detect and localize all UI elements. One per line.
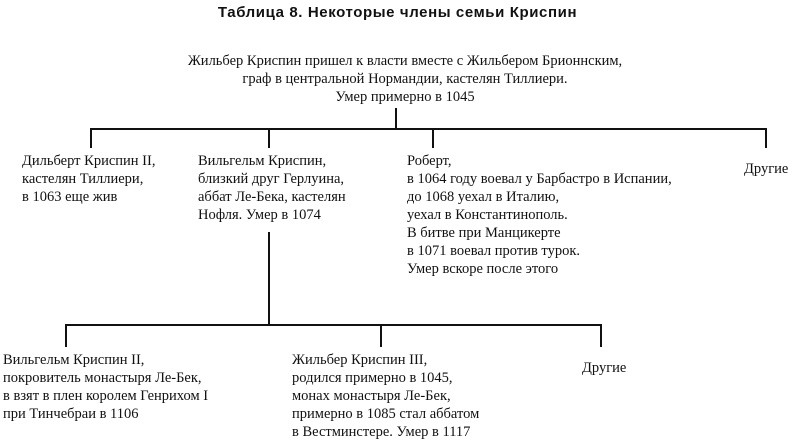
grandchild-line: Жильбер Криспин III,: [292, 352, 428, 368]
child-line: до 1068 уехал в Италию,: [407, 189, 560, 205]
root-node-gilbert-crispin: [140, 52, 670, 106]
child-node-others: [744, 160, 788, 178]
grandchild-line: монах монастыря Ле-Бек,: [292, 388, 451, 404]
grandchild-node-others: [582, 359, 626, 377]
root-line: Жильбер Криспин пришел к власти вместе с Жильбером Брионнским,: [187, 53, 623, 69]
grandchildren-bar-line: [65, 324, 601, 326]
children-bar-line: [90, 128, 766, 130]
grandchild-3-drop-line: [600, 324, 602, 347]
child-1-drop-line: [90, 128, 92, 148]
grandchild-node-gilbert-crispin-iii: [292, 351, 479, 441]
grandchild-line: родился примерно в 1045,: [292, 370, 453, 386]
child-line: уехал в Константинополь.: [407, 207, 568, 223]
child-2-drop-line: [268, 128, 270, 148]
child-node-robert: [407, 152, 672, 278]
child-line: аббат Ле-Бека, кастелян: [198, 189, 346, 205]
root-line: Умер примерно в 1045: [335, 89, 475, 105]
grandchild-line: при Тинчебраи в 1106: [3, 406, 139, 422]
child-line: в 1064 году воевал у Барбастро в Испании,: [407, 171, 672, 187]
child-line: близкий друг Герлуина,: [198, 171, 345, 187]
child-line: Умер вскоре после этого: [407, 261, 559, 277]
grandchild-2-drop-line: [380, 324, 382, 347]
child-line: Вильгельм Криспин,: [198, 153, 327, 169]
child-4-drop-line: [765, 128, 767, 148]
root-stem-line: [395, 108, 397, 128]
grandchild-line: Вильгельм Криспин II,: [3, 352, 145, 368]
table-title: Таблица 8. Некоторые члены семьи Криспин: [217, 4, 578, 21]
child-line: в 1063 еще жив: [22, 189, 118, 205]
child-line: Роберт,: [407, 153, 452, 169]
root-line: граф в центральной Нормандии, кастелян Тиллиери.: [242, 71, 568, 87]
child-node-dilbert-crispin: [22, 152, 155, 206]
grandchild-line: в взят в плен королем Генрихом I: [3, 388, 209, 404]
child-node-william-crispin: [198, 152, 346, 224]
grandchild-node-william-crispin-ii: [3, 351, 208, 423]
child-line: Дильберт Криспин II,: [22, 153, 156, 169]
grandchild-line: примерно в 1085 стал аббатом: [292, 406, 480, 422]
child-line: кастелян Тиллиери,: [22, 171, 144, 187]
child-3-drop-line: [432, 128, 434, 148]
grandchild-1-drop-line: [65, 324, 67, 347]
child-line: Нофля. Умер в 1074: [198, 207, 321, 223]
grandchild-line: Другие: [582, 360, 627, 376]
child-line: в 1071 воевал против турок.: [407, 243, 580, 259]
grandchild-line: в Вестминстере. Умер в 1117: [292, 424, 471, 440]
child-line: В битве при Манцикерте: [407, 225, 561, 241]
child-line: Другие: [744, 161, 789, 177]
grandchild-line: покровитель монастыря Ле-Бек,: [3, 370, 202, 386]
william-stem-line: [268, 232, 270, 324]
